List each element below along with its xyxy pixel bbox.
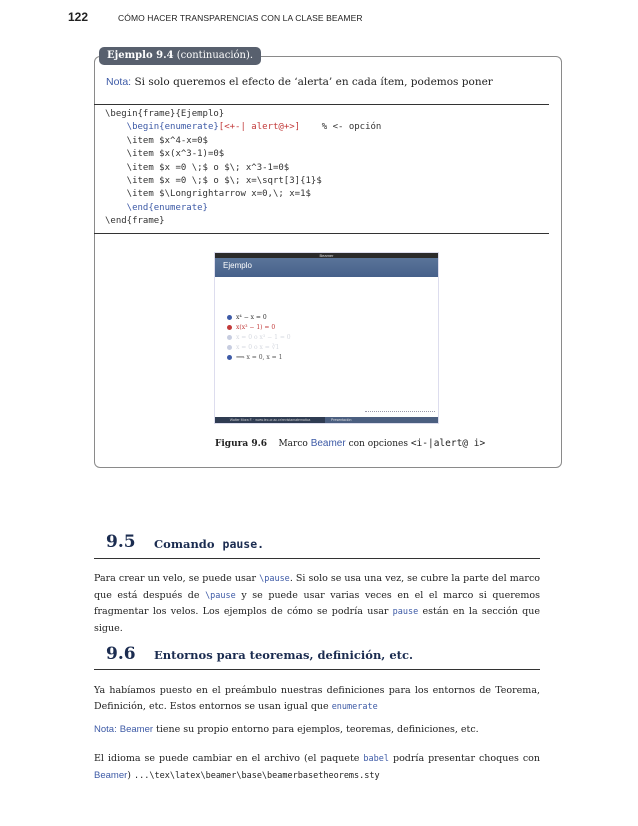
caption-mid: con opciones bbox=[348, 439, 408, 449]
code-line-4: \item $x(x^3-1)=0$ bbox=[105, 149, 225, 160]
code-line-5: \item $x =0 \;$ o $\; x^3-1=0$ bbox=[105, 162, 290, 173]
figure-label: Figura 9.6 bbox=[215, 439, 268, 449]
example-continuation: (continuación). bbox=[176, 50, 254, 61]
figure-caption bbox=[215, 438, 485, 449]
code-rule-bottom bbox=[94, 233, 549, 234]
slide-item-covered: x = 0 o x = ∛1 bbox=[227, 344, 279, 351]
caption-beamer: Beamer bbox=[310, 438, 346, 449]
section-title-text: Comando bbox=[154, 537, 215, 551]
slide-top-bar: Beamer bbox=[215, 253, 438, 258]
code-line-2-comment: % <- opción bbox=[300, 122, 382, 133]
code-listing bbox=[105, 108, 381, 229]
bullet-icon bbox=[227, 325, 232, 330]
section-paragraph: El idioma se puede cambiar en el archivo (el paquete babel podría presentar choques con Beamer) ...\tex\latex\beamer\base\beamerbasetheorems.sty bbox=[94, 753, 540, 781]
caption-prefix: Marco bbox=[278, 439, 308, 449]
code-rule-top bbox=[94, 104, 549, 105]
code-line-9: \end{frame} bbox=[105, 216, 165, 227]
section-rule bbox=[94, 558, 540, 559]
example-label: Ejemplo 9.4 bbox=[107, 50, 174, 61]
slide-preview bbox=[214, 252, 439, 424]
example-nota bbox=[106, 76, 493, 88]
code-line-6: \item $x =0 \;$ o $\; x=\sqrt[3]{1}$ bbox=[105, 176, 322, 187]
bullet-icon bbox=[227, 345, 232, 350]
section-title bbox=[154, 537, 264, 551]
code-line-3: \item $x^4-x=0$ bbox=[105, 135, 208, 146]
section-rule bbox=[94, 669, 540, 670]
slide-navigation-icons bbox=[365, 411, 435, 414]
bullet-icon bbox=[227, 315, 232, 320]
section-nota: Nota: Beamer tiene su propio entorno para ejemplos, teoremas, definiciones, etc. bbox=[94, 724, 479, 735]
nota-label: Nota: bbox=[106, 76, 132, 88]
slide-item-covered: x = 0 o x³ − 1 = 0 bbox=[227, 334, 291, 341]
running-title: CÓMO HACER TRANSPARENCIAS CON LA CLASE BEAMER bbox=[118, 13, 363, 23]
bullet-icon bbox=[227, 355, 232, 360]
slide-item: x⁴ − x = 0 bbox=[227, 314, 267, 321]
code-line-2-begin: \begin{enumerate} bbox=[105, 122, 219, 133]
section-number: 9.5 bbox=[106, 532, 136, 552]
section-paragraph: Para crear un velo, se puede usar \pause. Si solo se usa una vez, se cubre la parte del marco que está después de \pause y se puede usar varias veces en el el marco si queremos fragmentar los velos. Los ejemplos de cómo se podría usar pause están en la sección que sigue. bbox=[94, 573, 540, 634]
code-line-2-option: [<+-| alert@+>] bbox=[218, 122, 301, 133]
section-paragraph: Ya habíamos puesto en el preámbulo nuestras definiciones para los entornos de Teorema, Definición, etc. Estos entornos se usan igual que enumerate bbox=[94, 685, 540, 712]
section-number: 9.6 bbox=[106, 644, 136, 664]
slide-footer-title: Presentación bbox=[325, 417, 438, 423]
example-tab bbox=[99, 47, 261, 65]
section-title-code: pause. bbox=[222, 537, 265, 551]
slide-footer-author: Walter Mora F. · www.tec-cr.ac.cr/revistamatematica bbox=[215, 417, 325, 423]
section-title: Entornos para teoremas, definición, etc. bbox=[154, 648, 413, 662]
bullet-icon bbox=[227, 335, 232, 340]
code-line-8: \end{enumerate} bbox=[105, 202, 208, 213]
page-number: 122 bbox=[68, 10, 89, 24]
slide-title: Ejemplo bbox=[223, 261, 252, 270]
caption-option: <i-|alert@ i> bbox=[410, 438, 486, 449]
code-line-7: \item $\Longrightarrow x=0,\; x=1$ bbox=[105, 189, 311, 200]
slide-item: ⟹ x = 0, x = 1 bbox=[227, 354, 282, 361]
slide-item-alert: x(x³ − 1) = 0 bbox=[227, 324, 275, 331]
nota-text: Si solo queremos el efecto de ‘alerta’ en cada ítem, podemos poner bbox=[134, 76, 493, 88]
code-line-1: \begin{frame}{Ejemplo} bbox=[105, 109, 225, 119]
